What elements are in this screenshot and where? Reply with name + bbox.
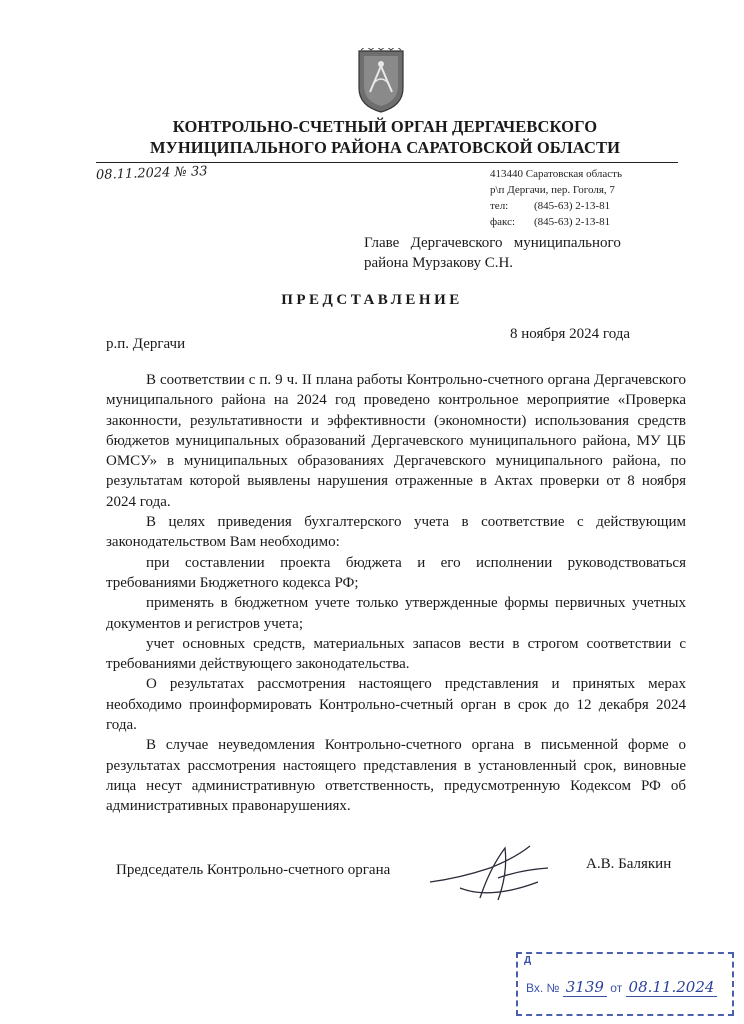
organization-title-line1: КОНТРОЛЬНО-СЧЕТНЫЙ ОРГАН ДЕРГАЧЕВСКОГО xyxy=(172,117,598,136)
phone-label: тел: xyxy=(490,200,509,212)
recipient-line2: района Мурзакову С.Н. xyxy=(364,255,514,271)
incoming-stamp xyxy=(516,952,734,1016)
recipient-line1: Главе Дергачевского муниципального xyxy=(364,235,621,251)
body-paragraph: применять в бюджетном учете только утвержденные формы первичных учетных документов и регистров учета; xyxy=(106,595,686,632)
body-paragraph: О результатах рассмотрения настоящего представления и принятых мерах необходимо проинформировать Контрольно-счетный орган в срок до 12 декабря 2024 года. xyxy=(106,676,686,734)
signer-name: А.В. Балякин xyxy=(586,856,672,872)
header-divider xyxy=(96,162,678,163)
organization-title-line2: МУНИЦИПАЛЬНОГО РАЙОНА САРАТОВСКОЙ ОБЛАСТИ xyxy=(149,138,621,157)
handwritten-signature xyxy=(420,838,570,908)
phone-value: (845-63) 2-13-81 xyxy=(534,200,611,212)
stamp-corner-letter: Д xyxy=(524,955,532,966)
body-paragraph: при составлении проекта бюджета и его исполнении руководствоваться требованиями Бюджетного кодекса РФ; xyxy=(106,554,686,591)
stamp-registration-line xyxy=(526,978,717,997)
signer-position: Председатель Контрольно-счетного органа xyxy=(116,862,391,878)
address-phone xyxy=(490,198,622,214)
coat-of-arms-icon xyxy=(356,48,406,114)
document-title: ПРЕДСТАВЛЕНИЕ xyxy=(281,292,463,308)
address-fax xyxy=(490,214,622,230)
stamp-prefix: Вх. № xyxy=(526,981,560,995)
address-line1: 413440 Саратовская область xyxy=(490,168,623,180)
body-paragraph: В случае неуведомления Контрольно-счетного органа в письменной форме о результатах рассмотрения настоящего представления в установленный срок, виновные лица несут административную ответственность, предусмотренную Кодексом РФ об административных правонарушениях. xyxy=(106,737,686,815)
organization-title xyxy=(100,116,670,158)
address-line2: р\п Дергачи, пер. Гоголя, 7 xyxy=(490,184,615,196)
fax-value: (845-63) 2-13-81 xyxy=(534,216,611,228)
body-paragraph: В целях приведения бухгалтерского учета в соответствие с действующим законодательством Вам необходимо: xyxy=(106,514,686,551)
recipient-block xyxy=(364,233,670,273)
stamp-date: 08.11.2024 xyxy=(626,978,718,997)
address-block xyxy=(490,166,622,230)
fax-label: факс: xyxy=(490,216,516,228)
stamp-number: 3139 xyxy=(563,978,607,997)
stamp-from-label: от xyxy=(610,981,623,995)
body-paragraph: В соответствии с п. 9 ч. II плана работы Контрольно-счетного органа Дергачевского муниципального района на 2024 год проведено контрольное мероприятие «Проверка законности, результативности и эффективности (экономности) использования средств бюджетов муниципальных образований Дергачевского муниципального района, МУ ЦБ ОМСУ» в муниципальных образованиях Дергачевского муниципального района, по результатам которой выявлены нарушения отраженные в Актах проверки от 8 ноября 2024 года. xyxy=(106,372,686,510)
body-paragraph: учет основных средств, материальных запасов вести в строгом соответствии с требованиями действующего законодательства. xyxy=(106,635,686,673)
document-body xyxy=(106,370,686,817)
document-place: р.п. Дергачи xyxy=(106,336,186,352)
document-date: 8 ноября 2024 года xyxy=(510,326,631,342)
outgoing-number: 08.11.2024 № 33 xyxy=(95,164,208,183)
